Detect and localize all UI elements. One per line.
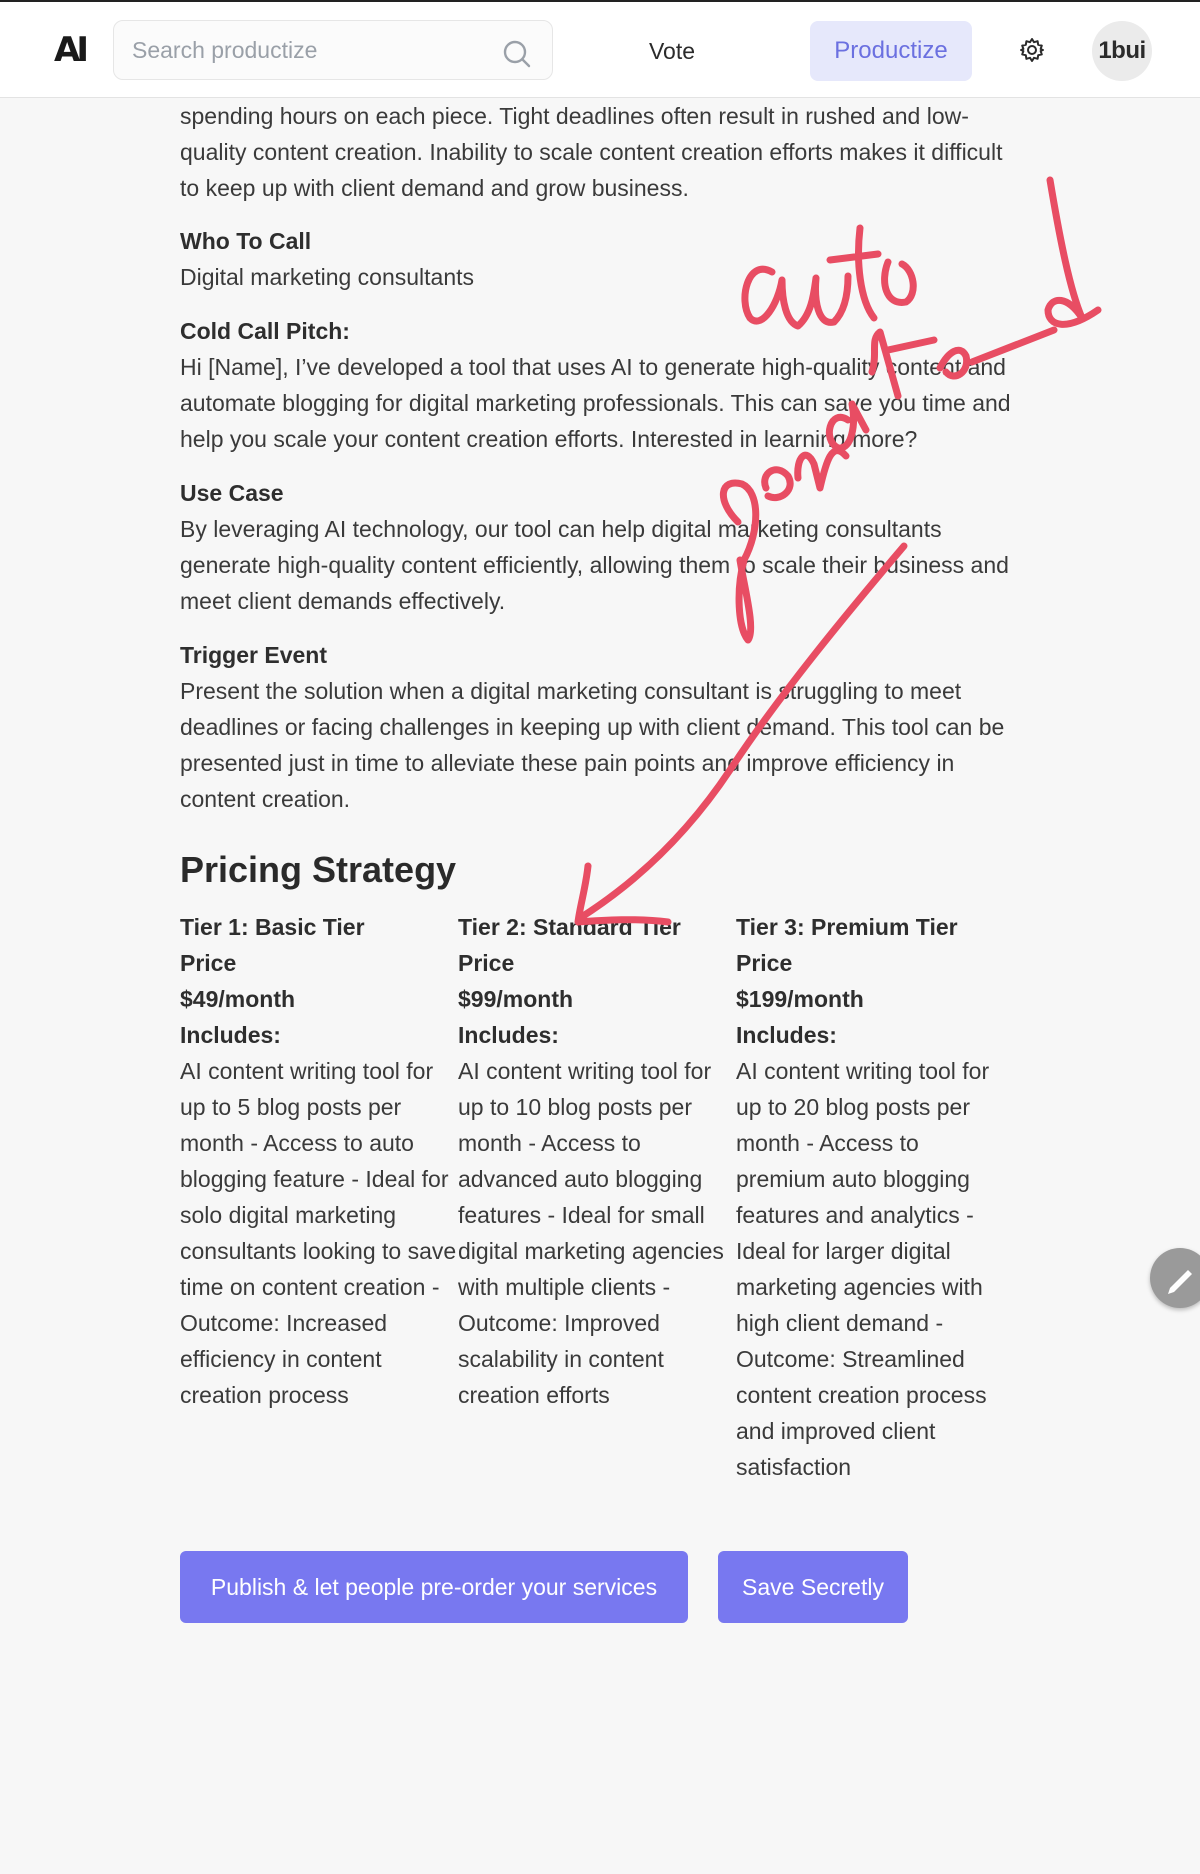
nav-vote[interactable]: Vote	[648, 38, 696, 64]
tier-name: Tier 1: Basic Tier	[180, 914, 365, 940]
tier-price-label: Price	[736, 950, 793, 976]
tier-name: Tier 3: Premium Tier	[736, 914, 958, 940]
tier-card	[458, 909, 736, 1485]
tier-includes-label: Includes:	[736, 1022, 837, 1048]
nav-productize[interactable]: Productize	[810, 21, 972, 81]
publish-button[interactable]: Publish & let people pre-order your services	[180, 1551, 688, 1623]
trigger-event-text: Present the solution when a digital marketing consultant is struggling to meet deadlines or facing challenges in keeping up with client demand. This tool can be presented just in time to alleviate these pain points and improve efficiency in content creation.	[180, 678, 1005, 812]
edit-button[interactable]	[1150, 1248, 1200, 1308]
trigger-event-label: Trigger Event	[180, 642, 327, 668]
tier-includes: AI content writing tool for up to 20 blog posts per month - Access to premium auto blogging features and analytics - Ideal for larger digital marketing agencies with high client demand - Outcome: Streamlined content creation process and improved client satisfaction	[736, 1058, 990, 1480]
use-case-text: By leveraging AI technology, our tool can help digital marketing consultants generate high-quality content efficiently, allowing them to scale their business and meet client demands effectively.	[180, 516, 1009, 614]
tier-includes-label: Includes:	[458, 1022, 559, 1048]
pencil-icon	[1150, 1248, 1200, 1308]
search-icon[interactable]	[502, 39, 532, 69]
avatar[interactable]: 1bui	[1092, 21, 1152, 81]
tier-price: $199/month	[736, 986, 864, 1012]
pricing-strategy-heading: Pricing Strategy	[180, 849, 457, 890]
tier-price-label: Price	[458, 950, 515, 976]
cold-call-pitch-label: Cold Call Pitch:	[180, 318, 350, 344]
tier-includes: AI content writing tool for up to 5 blog posts per month - Access to auto blogging feature - Ideal for solo digital marketing consultants looking to save time on content creation - Outcome: Increased efficiency in content creation process	[180, 1058, 457, 1408]
who-to-call-label: Who To Call	[180, 228, 312, 254]
cold-call-pitch-text: Hi [Name], I’ve developed a tool that uses AI to generate high-quality content and automate blogging for digital marketing professionals. This can save you time and help you scale your content creation efforts. Interested in learning more?	[180, 354, 1011, 452]
tier-name: Tier 2: Standard Tier	[458, 914, 681, 940]
who-to-call-value: Digital marketing consultants	[180, 264, 475, 290]
use-case-label: Use Case	[180, 480, 284, 506]
pricing-tiers	[180, 909, 1020, 1485]
tier-card	[736, 909, 1014, 1485]
product-detail-content	[180, 98, 1020, 1485]
tier-price: $49/month	[180, 986, 296, 1012]
intro-paragraph: spending hours on each piece. Tight deadlines often result in rushed and low-quality content creation. Inability to scale content creation efforts makes it difficult to keep up with client demand and grow business.	[180, 103, 1003, 201]
logo[interactable]: AI	[54, 30, 85, 70]
tier-price-label: Price	[180, 950, 237, 976]
tier-card	[180, 909, 458, 1485]
tier-includes: AI content writing tool for up to 10 blog posts per month - Access to advanced auto blogging features - Ideal for small digital marketing agencies with multiple clients - Outcome: Improved scalability in content creation efforts	[458, 1058, 724, 1408]
tier-includes-label: Includes:	[180, 1022, 281, 1048]
save-secretly-button[interactable]: Save Secretly	[718, 1551, 908, 1623]
gear-icon[interactable]	[1018, 36, 1046, 64]
search-box	[113, 20, 553, 80]
search-input[interactable]	[132, 31, 492, 69]
tier-price: $99/month	[458, 986, 574, 1012]
top-navigation-bar	[0, 0, 1200, 98]
